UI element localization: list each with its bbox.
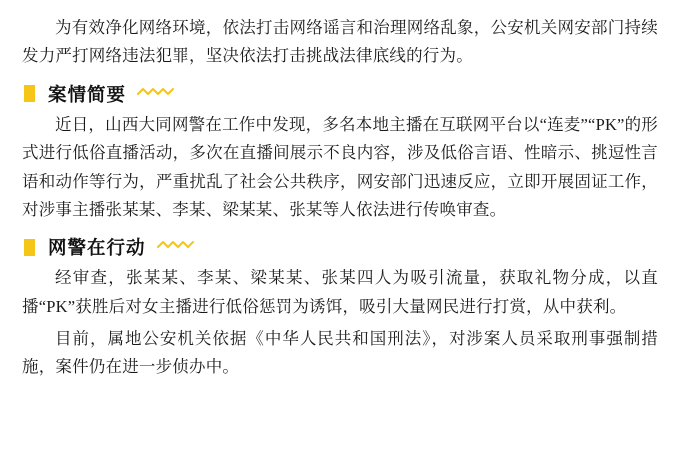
squiggle-underline-icon	[157, 237, 197, 255]
intro-paragraph: 为有效净化网络环境，依法打击网络谣言和治理网络乱象，公安机关网安部门持续发力严打网络违法犯罪，坚决依法打击挑战法律底线的行为。	[22, 18, 658, 66]
section-title-text: 案情简要	[48, 83, 127, 105]
section-title-text: 网警在行动	[48, 237, 146, 259]
police-action-paragraph-2: 目前，属地公安机关依据《中华人民共和国刑法》，对涉案人员采取刑事强制措施，案件仍在进一步侦办中。	[22, 329, 658, 377]
police-action-paragraph-1: 经审查，张某某、李某、梁某某、张某四人为吸引流量，获取礼物分成，以直播“PK”获胜后对女主播进行低俗惩罚为诱饵，吸引大量网民进行打赏，从中获利。	[22, 268, 658, 316]
section-heading-police-action	[22, 234, 658, 260]
squiggle-underline-icon	[137, 84, 177, 102]
case-summary-paragraph: 近日，山西大同网警在工作中发现，多名本地主播在互联网平台以“连麦”“PK”的形式进行低俗直播活动，多次在直播间展示不良内容，涉及低俗言语、性暗示、挑逗性言语和动作等行为，严重扰乱了社会公共秩序，网安部门迅速反应，立即开展固证工作，对涉事主播张某某、李某、梁某某、张某等人依法进行传唤审查。	[22, 114, 658, 219]
section-heading-case-summary	[22, 81, 658, 107]
bullet-square-icon	[24, 85, 35, 102]
bullet-square-icon	[24, 239, 35, 256]
